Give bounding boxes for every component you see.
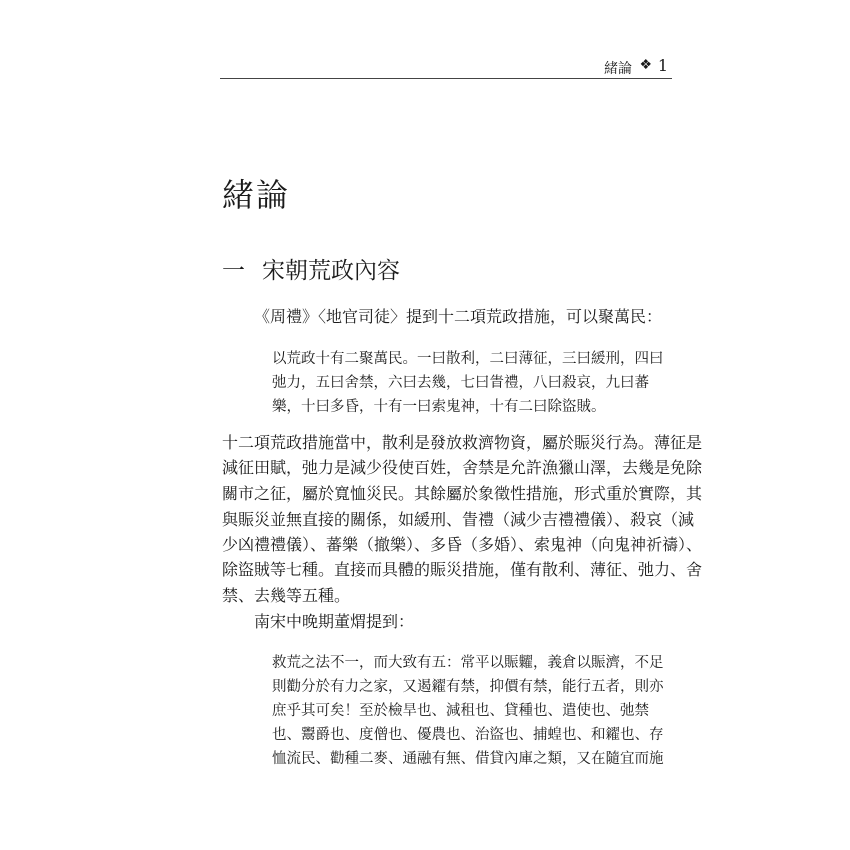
lead-in-line: 南宋中晚期董煟提到： bbox=[254, 612, 415, 631]
quote2-line: 恤流民、勸種二麥、通融有無、借貸內庫之類，又在隨宜而施 bbox=[272, 751, 664, 767]
section-number: 一 bbox=[222, 258, 245, 284]
paragraph-line: 減征田賦，弛力是減少役使百姓，舍禁是允許漁獵山澤，去幾是免除 bbox=[222, 458, 703, 477]
quote1-line: 樂，十曰多昏，十有一曰索鬼神，十有二曰除盜賊。 bbox=[272, 399, 606, 415]
quote1-line: 以荒政十有二聚萬民。一曰散利，二曰薄征，三曰緩刑，四曰 bbox=[272, 351, 664, 367]
ornament-icon: ❖ bbox=[639, 57, 652, 73]
paragraph-line: 少凶禮禮儀）、蕃樂（撤樂）、多昏（多婚）、索鬼神（向鬼神祈禱）、 bbox=[222, 535, 703, 554]
running-header bbox=[220, 56, 672, 79]
quote2-line: 救荒之法不一，而大致有五：常平以賑糶，義倉以賑濟，不足 bbox=[272, 655, 664, 671]
section-heading bbox=[222, 252, 400, 285]
paragraph-line: 與賑災並無直接的關係，如緩刑、眚禮（減少吉禮禮儀）、殺哀（減 bbox=[222, 510, 695, 529]
quote2-line: 也、鬻爵也、度僧也、優農也、治盜也、捕蝗也、和糴也、存 bbox=[272, 727, 664, 743]
running-header-title: 緒論 bbox=[604, 61, 632, 77]
paragraph-line: 禁、去幾等五種。 bbox=[222, 586, 351, 605]
paragraph-line: 除盜賊等七種。直接而具體的賑災措施，僅有散利、薄征、弛力、舍 bbox=[222, 560, 703, 579]
intro-line: 《周禮》〈地官司徒〉提到十二項荒政措施，可以聚萬民： bbox=[254, 307, 663, 326]
quote2-line: 則勸分於有力之家，又遏糴有禁，抑價有禁，能行五者，則亦 bbox=[272, 679, 664, 695]
quote2-line: 庶乎其可矣！至於檢旱也、減租也、貸種也、遣使也、弛禁 bbox=[272, 703, 649, 719]
paragraph-line: 關市之征，屬於寬恤災民。其餘屬於象徵性措施，形式重於實際，其 bbox=[222, 484, 703, 503]
paragraph-line: 十二項荒政措施當中，散利是發放救濟物資，屬於賑災行為。薄征是 bbox=[222, 433, 703, 452]
quote1-line: 弛力，五曰舍禁，六曰去幾，七曰眚禮，八曰殺哀，九曰蕃 bbox=[272, 375, 649, 391]
section-title: 宋朝荒政內容 bbox=[262, 258, 400, 284]
page-number: 1 bbox=[657, 56, 668, 75]
chapter-title: 緒論 bbox=[222, 176, 291, 214]
